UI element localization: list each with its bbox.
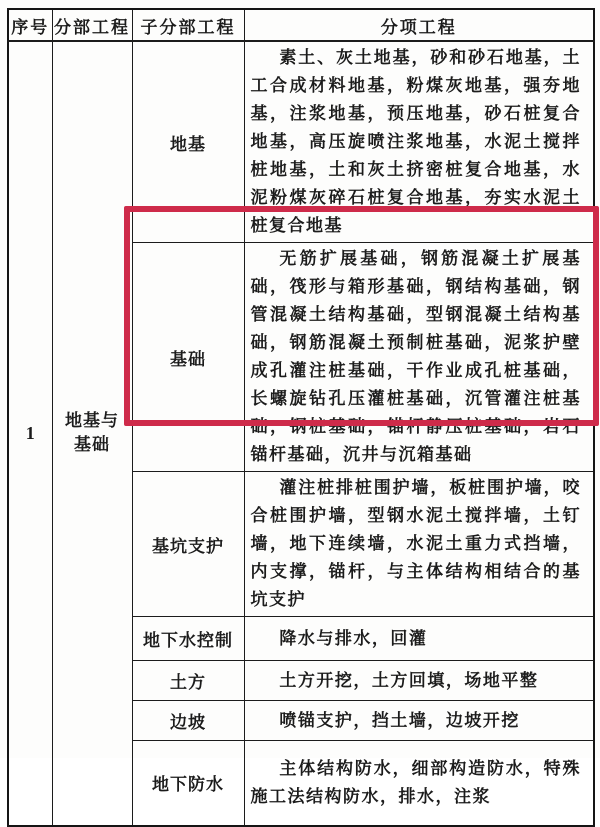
items-cell-tufang [244,661,594,701]
header-cell-items: 分项工程 [244,9,594,41]
classification-table [7,8,595,827]
items-cell-jikengzhihu [244,472,594,617]
items-cell-dixiafangshui [244,741,594,826]
header-cell-serial: 序号 [8,9,52,41]
subdivision-cell-jichu: 基础 [132,243,244,472]
items-text: 主体结构防水，细部构造防水，特殊施工法结构防水，排水，注浆 [250,758,581,806]
items-text: 素土、灰土地基，砂和砂石地基，土工合成材料地基，粉煤灰地基，强夯地基，注浆地基，预压地基，砂石桩复合地基，高压旋喷注浆地基，水泥土搅拌桩地基，土和灰土挤密桩复合地基，水泥粉煤灰碎石桩复合地基，夯实水泥土桩复合地基 [250,48,581,235]
header-cell-subdivision: 子分部工程 [132,9,244,41]
items-text: 灌注桩排桩围护墙，板桩围护墙，咬合桩围护墙，型钢水泥土搅拌墙，土钉墙，地下连续墙，水泥土重力式挡墙，内支撑，锚杆，与主体结构相结合的基坑支护 [250,478,581,609]
table-header-row [8,9,594,41]
table-row [8,41,594,243]
division-cell [52,41,132,826]
subdivision-cell-dixiafangshui: 地下防水 [132,741,244,826]
subdivision-cell-bianpo: 边坡 [132,701,244,741]
items-text: 无筋扩展基础，钢筋混凝土扩展基础，筏形与箱形基础，钢结构基础，钢管混凝土结构基础，型钢混凝土结构基础，钢筋混凝土预制桩基础，泥浆护壁成孔灌注桩基础，干作业成孔桩基础，长螺旋钻孔压灌桩基础，沉管灌注桩基础，钢桩基础，锚杆静压桩基础，岩石锚杆基础，沉井与沉箱基础 [250,249,581,464]
items-cell-jichu [244,243,594,472]
items-text: 降水与排水，回灌 [279,628,428,648]
items-cell-bianpo [244,701,594,741]
header-cell-division: 分部工程 [52,9,132,41]
subdivision-cell-tufang: 土方 [132,661,244,701]
division-line-1: 地基与 [65,411,119,431]
subdivision-cell-jikengzhihu: 基坑支护 [132,472,244,617]
items-text: 喷锚支护，挡土墙，边坡开挖 [279,710,520,730]
items-text: 土方开挖，土方回填，场地平整 [279,670,539,690]
subdivision-cell-diji: 地基 [132,41,244,243]
serial-cell: 1 [8,41,52,826]
division-line-2: 基础 [74,435,110,455]
items-cell-diji [244,41,594,243]
items-cell-dixiashuikongzhi [244,617,594,661]
subdivision-cell-dixiashuikongzhi: 地下水控制 [132,617,244,661]
